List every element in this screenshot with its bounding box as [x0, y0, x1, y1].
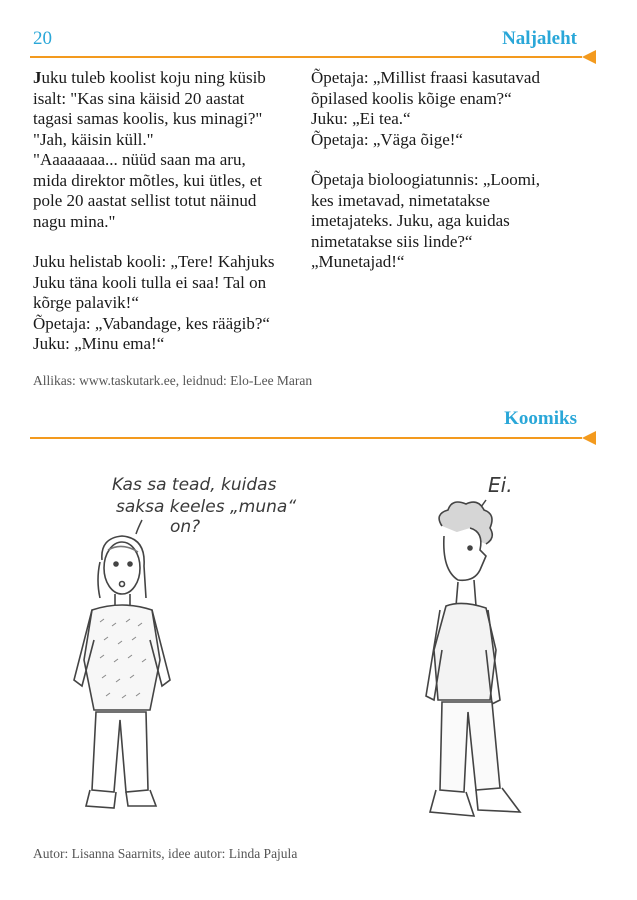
jokes-left-column — [33, 68, 301, 355]
speech-left-line-2: saksa keeles „muna“ — [116, 497, 297, 517]
section-title-naljaleht: Naljaleht — [502, 28, 577, 49]
joke-line: "Jah, käisin küll." — [33, 129, 154, 149]
jokes-right-column — [311, 68, 596, 273]
joke-line: isalt: "Kas sina käisid 20 aastat — [33, 88, 245, 108]
speech-right: Ei. — [488, 473, 513, 497]
joke-line: pole 20 aastat sellist totut näinud — [33, 191, 257, 210]
joke-line: Õpetaja: „Vabandage, kes räägib?“ — [33, 313, 270, 333]
joke-line: Õpetaja bioloogiatunnis: „Loomi, — [311, 170, 540, 189]
joke-1 — [33, 68, 301, 89]
joke-line: "Aaaaaaaa... nüüd saan ma aru, — [33, 150, 246, 169]
joke-line: Õpetaja: „Millist fraasi kasutavad — [311, 68, 540, 87]
source-caption: Allikas: www.taskutark.ee, leidnud: Elo-Lee Maran — [33, 373, 313, 388]
joke-line: imetajateks. Juku, aga kuidas — [311, 211, 510, 230]
joke-line: kõrge palavik!“ — [33, 293, 139, 312]
joke-line: õpilased koolis kõige enam?“ — [311, 88, 512, 108]
joke-line: Õpetaja: „Väga õige!“ — [311, 129, 463, 149]
header-divider — [30, 56, 582, 58]
joke-line: nimetatakse siis linde?“ — [311, 231, 473, 251]
joke-line: Juku: „Minu ema!“ — [33, 334, 165, 353]
girl-figure — [74, 536, 170, 808]
joke-line: Juku: „Ei tea.“ — [311, 109, 411, 128]
joke-line: tagasi samas koolis, kus minagi?" — [33, 109, 263, 128]
section-title-koomiks: Koomiks — [504, 408, 577, 429]
comic-divider — [30, 437, 582, 439]
author-caption: Autor: Lisanna Saarnits, idee autor: Linda Pajula — [33, 846, 298, 861]
drop-letter: J — [33, 68, 42, 87]
joke-line: mida direktor mõtles, kui ütles, et — [33, 170, 262, 190]
speech-left-line-1: Kas sa tead, kuidas — [112, 475, 277, 495]
joke-line: Juku täna kooli tulla ei saa! Tal on — [33, 272, 267, 292]
joke-line: kes imetavad, nimetatakse — [311, 190, 490, 210]
joke-line: Juku helistab kooli: „Tere! Kahjuks — [33, 252, 275, 271]
joke-line: uku tuleb koolist koju ning küsib — [41, 68, 266, 87]
comic-drawing — [30, 450, 610, 835]
joke-line: nagu mina." — [33, 211, 116, 231]
speech-left-line-3: on? — [170, 517, 201, 537]
boy-figure — [426, 502, 520, 816]
joke-line: „Munetajad!“ — [311, 252, 405, 271]
page-number: 20 — [33, 28, 52, 49]
